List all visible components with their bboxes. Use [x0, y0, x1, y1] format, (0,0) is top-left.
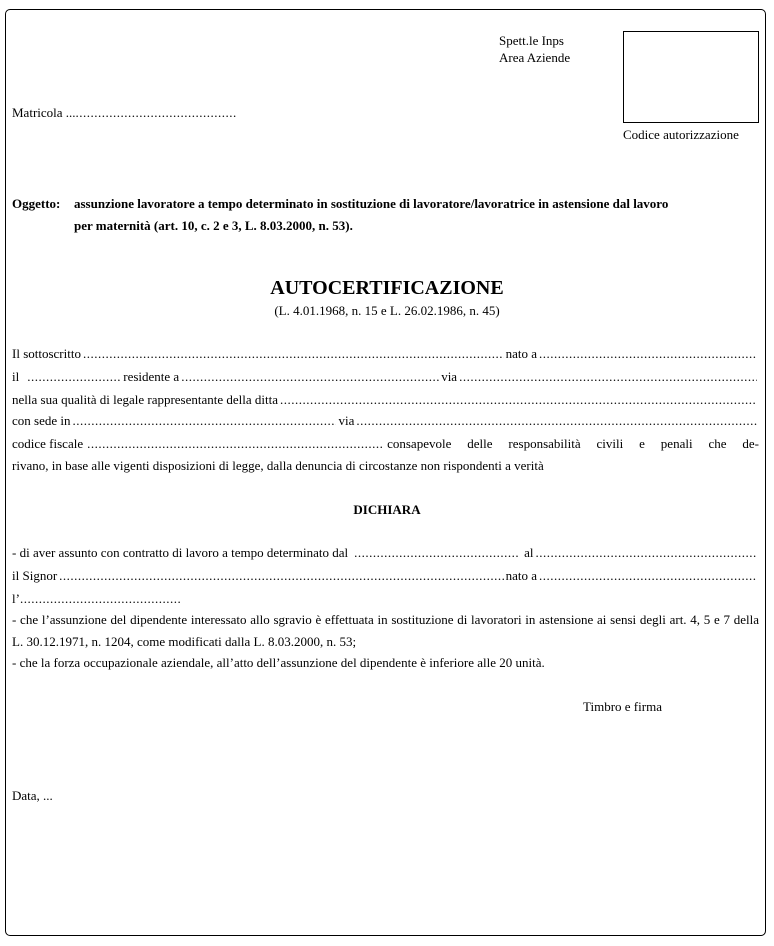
row-birthdate: [12, 369, 759, 385]
aware-text: consapevole delle responsabilità civili e penali che de-: [387, 436, 759, 451]
hire-start-field[interactable]: [354, 545, 518, 561]
birthdate-field[interactable]: [27, 369, 121, 385]
declares-heading: DICHIARA: [353, 502, 421, 517]
aware-text-2: rivano, in base alle vigenti disposizioni di legge, dalla denuncia di circostanze non rispondenti a verità: [12, 458, 544, 473]
street-field[interactable]: [459, 369, 757, 385]
row-capacity: [12, 392, 759, 408]
street-label: via: [441, 369, 458, 384]
resident-label: residente a: [123, 369, 180, 384]
subject-line-2: per maternità (art. 10, c. 2 e 3, L. 8.03.2000, n. 53).: [74, 218, 353, 233]
row-tax-code: [12, 436, 759, 452]
capacity-label: nella sua qualità di legale rappresentante della ditta: [12, 392, 279, 407]
row-mister: [12, 568, 759, 584]
tax-code-field[interactable]: [87, 436, 383, 452]
hire-end-field[interactable]: [535, 545, 757, 561]
birthdate-label: il: [12, 369, 20, 384]
tax-code-label: codice fiscale: [12, 436, 84, 451]
until-label: al: [524, 545, 534, 560]
page-subtitle: (L. 4.01.1968, n. 15 e L. 26.02.1986, n. 45): [274, 303, 500, 318]
auth-code-box[interactable]: [623, 31, 759, 123]
employee-name-field[interactable]: [59, 568, 503, 584]
signature-label: Timbro e firma: [583, 699, 662, 714]
undersigned-name-field[interactable]: [83, 346, 504, 362]
row-apostrophe: [12, 591, 759, 607]
recipient-line-2: Area Aziende: [499, 50, 571, 65]
street2-label: via: [338, 413, 355, 428]
born-at-label: nato a: [505, 346, 537, 361]
matricola-label: Matricola ...: [12, 105, 76, 120]
undersigned-label: Il sottoscritto: [12, 346, 81, 361]
apostrophe-field[interactable]: [20, 591, 180, 607]
date-label[interactable]: Data, ...: [12, 788, 53, 803]
subject-block: [12, 193, 762, 237]
page-title: AUTOCERTIFICAZIONE: [270, 277, 504, 299]
recipient-address: [499, 32, 570, 66]
employee-birthplace-field[interactable]: [539, 568, 757, 584]
matricola-field[interactable]: [12, 105, 237, 121]
company-site-label: con sede in: [12, 413, 71, 428]
birthplace-field[interactable]: [539, 346, 757, 362]
hired-text: - di aver assunto con contratto di lavoro a tempo determinato dal: [12, 545, 349, 560]
subject-line-1: assunzione lavoratore a tempo determinato in sostituzione di lavoratore/lavoratrice in astensione dal lavoro: [74, 196, 669, 211]
employee-born-label: nato a: [505, 568, 537, 583]
workforce-text: - che la forza occupazionale aziendale, all’atto dell’assunzione del dipendente è inferiore alle 20 unità.: [12, 655, 545, 670]
mister-label: il Signor: [12, 568, 58, 583]
row-undersigned: [12, 346, 759, 362]
company-name-field[interactable]: [280, 392, 757, 408]
auth-code-label: Codice autorizzazione: [623, 127, 739, 142]
company-site-field[interactable]: [72, 413, 336, 429]
apostrophe-label: l’: [12, 591, 20, 606]
residence-field[interactable]: [181, 369, 439, 385]
matricola-dots: ...........................................: [75, 105, 237, 120]
row-hired: [12, 545, 759, 561]
row-company-site: [12, 413, 759, 429]
subject-label: Oggetto:: [12, 196, 61, 211]
recipient-line-1: Spett.le Inps: [499, 33, 564, 48]
substitution-text: - che l’assunzione del dipendente interessato allo sgravio è effettuata in sostituzione di lavoratori in astensione ai sensi degli art. 4, 5 e 7 della L. 30.12.1971, n. 1204, come modificati dalla L. 8.03.2000, n. 53;: [12, 612, 759, 649]
company-street-field[interactable]: [356, 413, 757, 429]
